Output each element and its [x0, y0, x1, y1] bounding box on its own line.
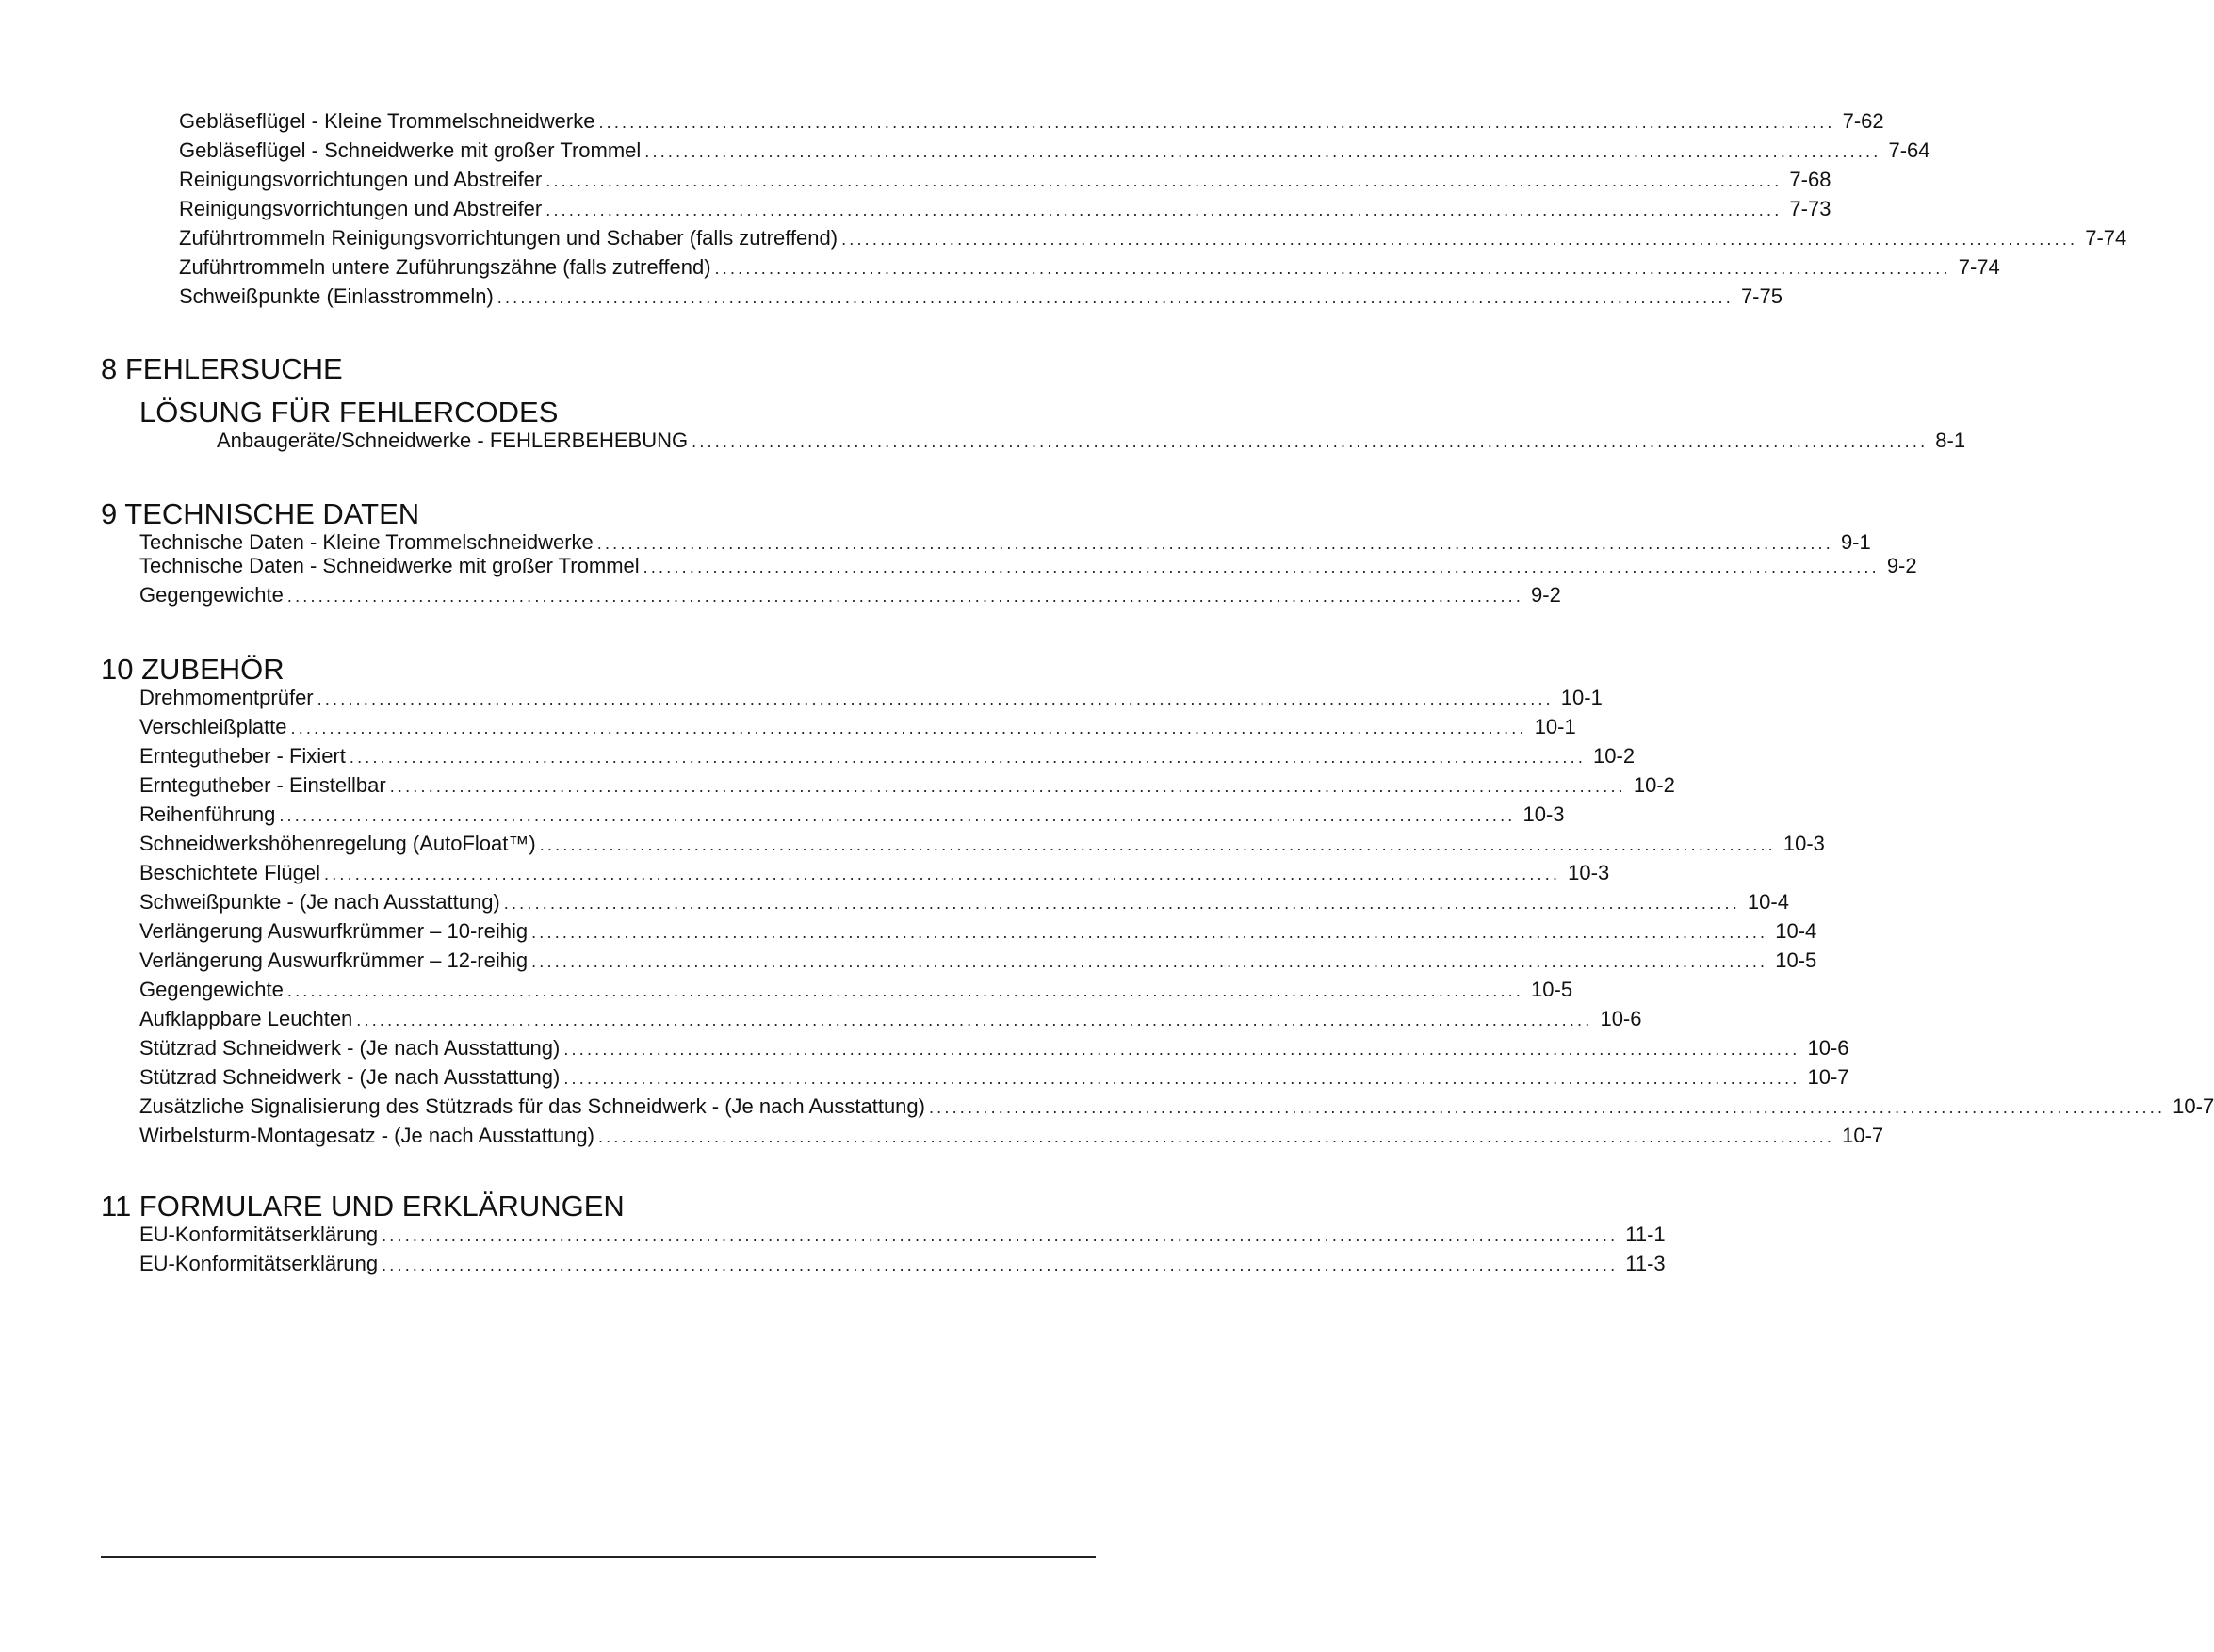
toc-entry-label: EU-Konformitätserklärung [139, 1252, 379, 1275]
toc-entry[interactable] [139, 742, 1636, 770]
toc-page-number: 10-6 [1807, 1036, 1849, 1060]
toc-page-number: 10-1 [1560, 686, 1603, 709]
toc-page-number: 9-2 [1886, 554, 1917, 577]
toc-entry[interactable] [139, 1034, 1849, 1062]
chapter-heading: 10 ZUBEHÖR [101, 653, 285, 686]
toc-page-number: 10-2 [1593, 744, 1636, 768]
dot-leader: ................................................................................................................................................................ [497, 288, 1734, 307]
toc-entry-label: Reinigungsvorrichtungen und Abstreifer [179, 197, 543, 220]
toc-page-number: 7-74 [2085, 226, 2127, 250]
chapter-heading: 9 TECHNISCHE DATEN [101, 497, 420, 530]
toc-page-number: 9-1 [1840, 530, 1871, 554]
dot-leader: ................................................................................................................................................................ [841, 230, 2078, 249]
toc-entry[interactable] [179, 253, 2000, 282]
toc-entry-label: Erntegutheber - Fixiert [139, 744, 346, 768]
toc-entry[interactable] [139, 917, 1817, 946]
toc-page-number: 10-1 [1534, 715, 1576, 738]
toc-entry[interactable] [179, 195, 1831, 223]
toc-page-number: 10-3 [1522, 802, 1565, 826]
toc-entry[interactable] [139, 1221, 1666, 1249]
toc-page-number: 10-7 [1842, 1124, 1884, 1147]
chapter-heading: 11 FORMULARE UND ERKLÄRUNGEN [101, 1190, 625, 1223]
toc-entry[interactable] [139, 552, 1917, 580]
toc-entry[interactable] [139, 1093, 2214, 1121]
toc-entry[interactable] [139, 684, 1603, 712]
toc-entry[interactable] [139, 830, 1825, 858]
toc-entry[interactable] [139, 888, 1789, 916]
dot-leader: ................................................................................................................................................................ [382, 1255, 1619, 1274]
dot-leader: ................................................................................................................................................................ [382, 1226, 1619, 1245]
toc-entry-label: Schweißpunkte - (Je nach Ausstattung) [139, 890, 500, 914]
toc-entry[interactable] [139, 859, 1610, 887]
toc-page-number: 11-1 [1625, 1223, 1666, 1246]
toc-page-number: 8-1 [1935, 429, 1966, 452]
toc-entry-label: Zusätzliche Signalisierung des Stützrads für das Schneidwerk - (Je nach Ausstattung) [139, 1094, 925, 1118]
toc-entry-label: Beschichtete Flügel [139, 861, 320, 884]
toc-entry[interactable] [139, 1063, 1849, 1092]
toc-page-number: 7-75 [1740, 284, 1783, 308]
toc-entry-label: Verlängerung Auswurfkrümmer – 10-reihig [139, 919, 529, 943]
toc-page-number: 7-64 [1888, 138, 1930, 162]
dot-leader: ................................................................................................................................................................ [563, 1069, 1800, 1088]
dot-leader: ................................................................................................................................................................ [531, 923, 1768, 942]
toc-page-number: 7-68 [1789, 168, 1831, 191]
toc-entry-label: Anbaugeräte/Schneidwerke - FEHLERBEHEBUNG [217, 429, 689, 452]
toc-entry[interactable] [139, 771, 1675, 800]
toc-entry[interactable] [179, 224, 2127, 252]
dot-leader: ................................................................................................................................................................ [563, 1040, 1800, 1059]
toc-page-number: 10-7 [2173, 1094, 2214, 1118]
dot-leader: ................................................................................................................................................................ [317, 689, 1554, 708]
dot-leader: ................................................................................................................................................................ [598, 113, 1835, 132]
toc-entry-label: Reihenführung [139, 802, 276, 826]
dot-leader: ................................................................................................................................................................ [389, 777, 1626, 796]
toc-entry-label: Gegengewichte [139, 978, 284, 1001]
toc-entry-label: Gegengewichte [139, 583, 284, 607]
toc-entry[interactable] [179, 107, 1884, 136]
toc-entry-label: Drehmomentprüfer [139, 686, 314, 709]
toc-entry-label: EU-Konformitätserklärung [139, 1223, 379, 1246]
toc-entry[interactable] [139, 947, 1817, 975]
toc-page-number: 10-4 [1775, 919, 1817, 943]
toc-page-number: 10-5 [1531, 978, 1573, 1001]
toc-entry[interactable] [139, 976, 1573, 1004]
toc-entry-label: Zuführtrommeln Reinigungsvorrichtungen und Schaber (falls zutreffend) [179, 226, 838, 250]
dot-leader: ................................................................................................................................................................ [279, 806, 1516, 825]
toc-entry-label: Technische Daten - Kleine Trommelschneidwerke [139, 530, 594, 554]
dot-leader: ................................................................................................................................................................ [290, 719, 1527, 737]
dot-leader: ................................................................................................................................................................ [539, 835, 1776, 854]
toc-entry[interactable] [139, 1005, 1642, 1033]
footer-divider [101, 1556, 1096, 1558]
toc-entry[interactable] [139, 801, 1565, 829]
toc-entry-label: Gebläseflügel - Schneidwerke mit großer Trommel [179, 138, 642, 162]
toc-entry[interactable] [179, 137, 1930, 165]
dot-leader: ................................................................................................................................................................ [714, 259, 1951, 278]
dot-leader: ................................................................................................................................................................ [349, 748, 1587, 767]
toc-entry-label: Reinigungsvorrichtungen und Abstreifer [179, 168, 543, 191]
dot-leader: ................................................................................................................................................................ [286, 981, 1524, 1000]
dot-leader: ................................................................................................................................................................ [596, 534, 1833, 553]
toc-entry[interactable] [217, 427, 1966, 455]
toc-entry[interactable] [179, 283, 1783, 311]
dot-leader: ................................................................................................................................................................ [643, 558, 1880, 576]
toc-entry-label: Aufklappbare Leuchten [139, 1007, 353, 1030]
dot-leader: ................................................................................................................................................................ [356, 1011, 1593, 1029]
toc-page-number: 7-73 [1789, 197, 1831, 220]
dot-leader: ................................................................................................................................................................ [503, 894, 1740, 913]
toc-page-number: 10-2 [1633, 773, 1675, 797]
toc-page-number: 10-5 [1775, 948, 1817, 972]
section-heading: LÖSUNG FÜR FEHLERCODES [139, 396, 559, 429]
toc-entry-label: Schweißpunkte (Einlasstrommeln) [179, 284, 494, 308]
toc-page-number: 10-6 [1600, 1007, 1642, 1030]
dot-leader: ................................................................................................................................................................ [597, 1127, 1835, 1146]
toc-entry-label: Gebläseflügel - Kleine Trommelschneidwerke [179, 109, 595, 133]
toc-entry-label: Wirbelsturm-Montagesatz - (Je nach Ausstattung) [139, 1124, 594, 1147]
dot-leader: ................................................................................................................................................................ [545, 171, 1783, 190]
dot-leader: ................................................................................................................................................................ [644, 142, 1881, 161]
toc-entry-label: Schneidwerkshöhenregelung (AutoFloat™) [139, 832, 536, 855]
toc-page-number: 9-2 [1531, 583, 1561, 607]
toc-page-number: 7-62 [1842, 109, 1884, 133]
toc-page-number: 10-3 [1568, 861, 1610, 884]
toc-page-number: 10-7 [1807, 1065, 1849, 1089]
toc-page-number: 11-3 [1625, 1252, 1666, 1275]
dot-leader: ................................................................................................................................................................ [928, 1098, 2166, 1117]
toc-entry-label: Erntegutheber - Einstellbar [139, 773, 386, 797]
toc-entry-label: Zuführtrommeln untere Zuführungszähne (falls zutreffend) [179, 255, 711, 279]
toc-entry-label: Technische Daten - Schneidwerke mit großer Trommel [139, 554, 640, 577]
toc-entry-label: Stützrad Schneidwerk - (Je nach Ausstattung) [139, 1065, 561, 1089]
dot-leader: ................................................................................................................................................................ [692, 432, 1929, 451]
toc-page-number: 10-4 [1747, 890, 1789, 914]
dot-leader: ................................................................................................................................................................ [545, 201, 1783, 219]
toc-entry-label: Verschleißplatte [139, 715, 287, 738]
toc-entry[interactable] [139, 1122, 1884, 1150]
toc-entry[interactable] [139, 713, 1576, 741]
toc-page-number: 7-74 [1958, 255, 2000, 279]
dot-leader: ................................................................................................................................................................ [286, 587, 1524, 606]
toc-entry[interactable] [139, 1250, 1666, 1278]
toc-entry[interactable] [179, 166, 1831, 194]
toc-page-number: 10-3 [1783, 832, 1825, 855]
dot-leader: ................................................................................................................................................................ [324, 865, 1561, 883]
toc-entry[interactable] [139, 581, 1561, 609]
dot-leader: ................................................................................................................................................................ [531, 952, 1768, 971]
toc-entry-label: Verlängerung Auswurfkrümmer – 12-reihig [139, 948, 529, 972]
chapter-heading: 8 FEHLERSUCHE [101, 352, 343, 385]
toc-entry-label: Stützrad Schneidwerk - (Je nach Ausstattung) [139, 1036, 561, 1060]
